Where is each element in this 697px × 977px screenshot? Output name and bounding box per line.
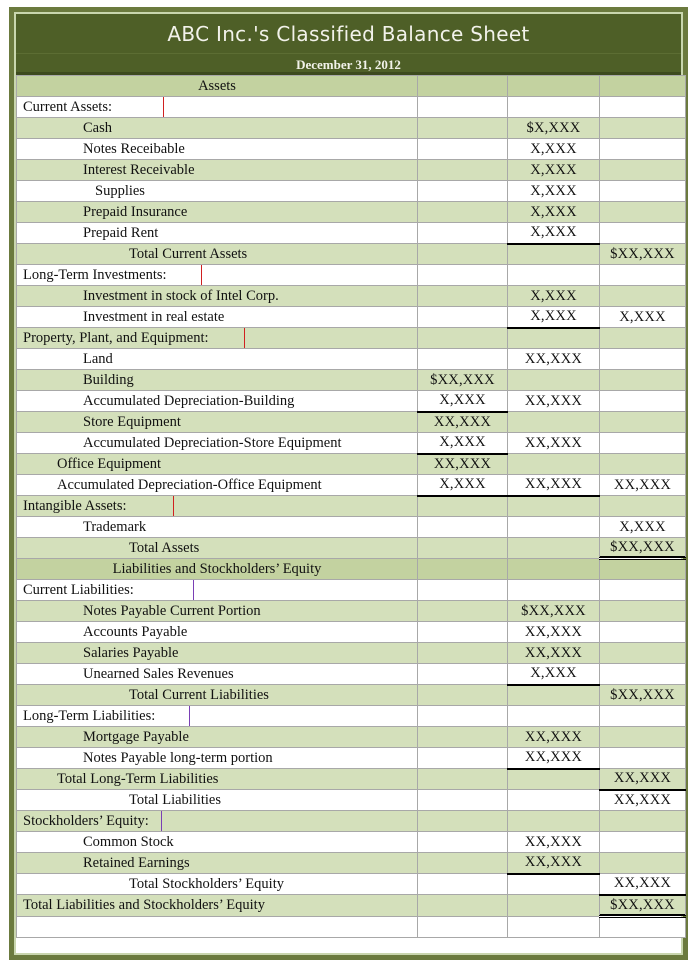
row-label-text: Stockholders’ Equity: (23, 812, 149, 829)
row-label-text: Total Long-Term Liabilities (57, 770, 219, 787)
row-label-text: Salaries Payable (83, 644, 179, 661)
table-row (17, 223, 686, 244)
amount-cell-col1 (418, 307, 508, 328)
amount-cell-col3 (600, 202, 686, 223)
row-item-label (17, 664, 418, 685)
amount-cell-col3 (600, 643, 686, 664)
row-label-text: Investment in real estate (83, 308, 225, 325)
amount-cell-col1 (418, 223, 508, 244)
amount-cell-col1: X,XXX (418, 475, 508, 496)
amount-cell-col2 (508, 265, 600, 286)
table-row (17, 748, 686, 769)
table-row (17, 475, 686, 496)
row-category-label (17, 265, 418, 286)
section-header-col3 (600, 76, 686, 97)
amount-cell-col2: X,XXX (508, 307, 600, 328)
row-total-label (17, 244, 418, 265)
table-row (17, 811, 686, 832)
row-item-label (17, 622, 418, 643)
amount-cell-col2: XX,XXX (508, 643, 600, 664)
table-row (17, 874, 686, 895)
section-header-row (17, 76, 686, 97)
amount-cell-col2: XX,XXX (508, 349, 600, 370)
section-header-col2 (508, 559, 600, 580)
row-label-text: Total Liabilities and Stockholders’ Equity (23, 896, 265, 913)
amount-cell-col3 (600, 223, 686, 244)
section-header-row (17, 559, 686, 580)
row-label-text: Prepaid Insurance (83, 203, 188, 220)
amount-cell-col3: XX,XXX (600, 874, 686, 895)
amount-cell-col1 (418, 622, 508, 643)
section-header-col2 (508, 76, 600, 97)
table-row (17, 328, 686, 349)
row-label-text: Long-Term Investments: (23, 266, 167, 283)
amount-cell-col2 (508, 517, 600, 538)
balance-sheet-inner (14, 12, 683, 955)
row-label-text: Common Stock (83, 833, 174, 850)
table-row (17, 685, 686, 706)
amount-cell-col1 (418, 727, 508, 748)
table-row (17, 601, 686, 622)
amount-cell-col1 (418, 538, 508, 559)
amount-cell-col1 (418, 769, 508, 790)
table-row (17, 622, 686, 643)
row-label-text: Long-Term Liabilities: (23, 707, 156, 724)
table-row (17, 160, 686, 181)
table-row (17, 664, 686, 685)
amount-cell-col3 (600, 853, 686, 874)
amount-cell-col3 (600, 601, 686, 622)
amount-cell-col2: X,XXX (508, 664, 600, 685)
amount-cell-col2 (508, 895, 600, 917)
row-label-text: Investment in stock of Intel Corp. (83, 287, 279, 304)
amount-cell-col2: X,XXX (508, 160, 600, 181)
amount-cell-col3: X,XXX (600, 517, 686, 538)
row-item-label (17, 370, 418, 391)
amount-cell-col3 (600, 622, 686, 643)
row-item-label (17, 223, 418, 244)
table-row (17, 517, 686, 538)
amount-cell-col2: XX,XXX (508, 853, 600, 874)
amount-cell-col3: XX,XXX (600, 769, 686, 790)
table-row (17, 307, 686, 328)
row-item-label (17, 349, 418, 370)
amount-cell-col1: X,XXX (418, 391, 508, 412)
amount-cell-col1 (418, 580, 508, 601)
table-row (17, 538, 686, 559)
amount-cell-col2: XX,XXX (508, 727, 600, 748)
row-category-label (17, 496, 418, 517)
row-label-text: Property, Plant, and Equipment: (23, 329, 209, 346)
amount-cell-col1 (418, 139, 508, 160)
amount-cell-col3 (600, 727, 686, 748)
row-category-label (17, 580, 418, 601)
table-row (17, 433, 686, 454)
table-row (17, 97, 686, 118)
row-total-label (17, 874, 418, 895)
balance-sheet-frame (9, 7, 688, 960)
amount-cell-col1 (418, 496, 508, 517)
amount-cell-col1 (418, 118, 508, 139)
amount-cell-col3 (600, 265, 686, 286)
row-label-text: Accumulated Depreciation-Store Equipment (83, 434, 342, 451)
amount-cell-col1 (418, 601, 508, 622)
amount-cell-col1 (418, 706, 508, 727)
row-item-label (17, 853, 418, 874)
row-label-text: Total Liabilities (129, 791, 222, 808)
amount-cell-col1 (418, 202, 508, 223)
amount-cell-col3 (600, 580, 686, 601)
amount-cell-col2 (508, 496, 600, 517)
amount-cell-col3 (600, 118, 686, 139)
amount-cell-col3 (600, 832, 686, 853)
amount-cell-col2 (508, 685, 600, 706)
row-item-label (17, 475, 418, 496)
row-item-label (17, 307, 418, 328)
amount-cell-col2 (508, 769, 600, 790)
row-item-label (17, 160, 418, 181)
section-header-col1 (418, 559, 508, 580)
amount-cell-col1 (418, 916, 508, 937)
section-header-col3 (600, 559, 686, 580)
table-row (17, 832, 686, 853)
amount-cell-col2: X,XXX (508, 223, 600, 244)
row-item-label (17, 391, 418, 412)
amount-cell-col3: X,XXX (600, 307, 686, 328)
amount-cell-col2: XX,XXX (508, 475, 600, 496)
page-title: ABC Inc.'s Classified Balance Sheet (16, 14, 681, 54)
row-total-label (17, 790, 418, 811)
row-label-text: Store Equipment (83, 413, 181, 430)
amount-cell-col1 (418, 853, 508, 874)
row-item-label (17, 727, 418, 748)
amount-cell-col1 (418, 790, 508, 811)
balance-sheet-date: December 31, 2012 (16, 54, 681, 75)
table-row (17, 202, 686, 223)
amount-cell-col1: XX,XXX (418, 454, 508, 475)
amount-cell-col3 (600, 433, 686, 454)
amount-cell-col1 (418, 685, 508, 706)
amount-cell-col1 (418, 895, 508, 917)
table-row (17, 139, 686, 160)
row-label-text: Accumulated Depreciation-Office Equipment (57, 476, 322, 493)
amount-cell-col3 (600, 139, 686, 160)
amount-cell-col1 (418, 244, 508, 265)
amount-cell-col1: X,XXX (418, 433, 508, 454)
table-row (17, 391, 686, 412)
amount-cell-col3 (600, 181, 686, 202)
amount-cell-col1 (418, 160, 508, 181)
table-row (17, 454, 686, 475)
amount-cell-col2 (508, 412, 600, 433)
row-label-text: Total Current Liabilities (129, 686, 269, 703)
amount-cell-col2 (508, 538, 600, 559)
amount-cell-col3: XX,XXX (600, 475, 686, 496)
table-row (17, 853, 686, 874)
amount-cell-col1: $XX,XXX (418, 370, 508, 391)
row-item-label (17, 139, 418, 160)
amount-cell-col2 (508, 706, 600, 727)
balance-sheet-body (17, 76, 686, 938)
amount-cell-col3 (600, 811, 686, 832)
row-label-text: Notes Payable Current Portion (83, 602, 261, 619)
amount-cell-col3 (600, 328, 686, 349)
row-total-label (17, 538, 418, 559)
amount-cell-col1 (418, 811, 508, 832)
row-category-label (17, 811, 418, 832)
amount-cell-col1 (418, 874, 508, 895)
amount-cell-col2: XX,XXX (508, 622, 600, 643)
amount-cell-col2 (508, 328, 600, 349)
amount-cell-col2: X,XXX (508, 139, 600, 160)
row-item-label (17, 286, 418, 307)
row-label-text: Notes Payable long-term portion (83, 749, 273, 766)
amount-cell-col3 (600, 391, 686, 412)
table-row (17, 580, 686, 601)
amount-cell-col1 (418, 265, 508, 286)
table-row (17, 286, 686, 307)
row-label-text: Accumulated Depreciation-Building (83, 392, 295, 409)
row-category-label (17, 328, 418, 349)
row-item-label (17, 643, 418, 664)
amount-cell-col1 (418, 349, 508, 370)
row-label-text: Supplies (95, 182, 145, 199)
row-label-text: Prepaid Rent (83, 224, 159, 241)
amount-cell-col2 (508, 874, 600, 895)
row-label-text: Accounts Payable (83, 623, 188, 640)
row-label-text: Intangible Assets: (23, 497, 127, 514)
row-label-text: Total Stockholders’ Equity (129, 875, 284, 892)
table-row (17, 349, 686, 370)
amount-cell-col2 (508, 370, 600, 391)
row-item-label (17, 181, 418, 202)
section-header-label: Liabilities and Stockholders’ Equity (17, 559, 418, 580)
table-row (17, 895, 686, 917)
row-label-text: Interest Receivable (83, 161, 195, 178)
row-label-text: Unearned Sales Revenues (83, 665, 234, 682)
section-header-col1 (418, 76, 508, 97)
amount-cell-col3 (600, 97, 686, 118)
table-row (17, 244, 686, 265)
amount-cell-col3: $XX,XXX (600, 685, 686, 706)
amount-cell-col1 (418, 328, 508, 349)
row-item-label (17, 916, 418, 937)
row-label-text: Current Liabilities: (23, 581, 134, 598)
balance-sheet-table (16, 75, 686, 938)
amount-cell-col2: XX,XXX (508, 433, 600, 454)
amount-cell-col3 (600, 412, 686, 433)
row-item-label (17, 118, 418, 139)
amount-cell-col2: XX,XXX (508, 832, 600, 853)
amount-cell-col3: $XX,XXX (600, 538, 686, 559)
row-label-text: Building (83, 371, 134, 388)
amount-cell-col3 (600, 286, 686, 307)
table-row (17, 916, 686, 937)
amount-cell-col1: XX,XXX (418, 412, 508, 433)
amount-cell-col1 (418, 748, 508, 769)
row-item-label (17, 832, 418, 853)
amount-cell-col3 (600, 916, 686, 937)
amount-cell-col3 (600, 748, 686, 769)
row-item-label (17, 517, 418, 538)
amount-cell-col2: X,XXX (508, 202, 600, 223)
row-total-label (17, 685, 418, 706)
table-row (17, 265, 686, 286)
row-label-text: Office Equipment (57, 455, 162, 472)
amount-cell-col2: XX,XXX (508, 748, 600, 769)
table-row (17, 706, 686, 727)
amount-cell-col2 (508, 916, 600, 937)
amount-cell-col2 (508, 97, 600, 118)
row-total-label (17, 895, 418, 917)
table-row (17, 370, 686, 391)
amount-cell-col3: $XX,XXX (600, 895, 686, 917)
row-category-label (17, 706, 418, 727)
amount-cell-col2 (508, 790, 600, 811)
row-item-label (17, 202, 418, 223)
amount-cell-col3 (600, 496, 686, 517)
amount-cell-col3 (600, 706, 686, 727)
amount-cell-col1 (418, 517, 508, 538)
row-label-text: Cash (83, 119, 112, 136)
table-row (17, 118, 686, 139)
amount-cell-col2: X,XXX (508, 181, 600, 202)
amount-cell-col3 (600, 349, 686, 370)
amount-cell-col1 (418, 97, 508, 118)
amount-cell-col3 (600, 160, 686, 181)
amount-cell-col3 (600, 454, 686, 475)
row-label-text: Notes Receibable (83, 140, 185, 157)
amount-cell-col2: X,XXX (508, 286, 600, 307)
amount-cell-col3 (600, 664, 686, 685)
row-label-text: Current Assets: (23, 98, 113, 115)
amount-cell-col3: $XX,XXX (600, 244, 686, 265)
amount-cell-col2 (508, 811, 600, 832)
table-row (17, 769, 686, 790)
amount-cell-col2: $X,XXX (508, 118, 600, 139)
table-row (17, 643, 686, 664)
table-row (17, 181, 686, 202)
row-item-label (17, 412, 418, 433)
row-item-label (17, 748, 418, 769)
row-label-text: Mortgage Payable (83, 728, 189, 745)
row-category-label (17, 97, 418, 118)
amount-cell-col2: XX,XXX (508, 391, 600, 412)
row-total-label (17, 769, 418, 790)
table-row (17, 496, 686, 517)
amount-cell-col2 (508, 580, 600, 601)
section-header-label: Assets (17, 76, 418, 97)
amount-cell-col3 (600, 370, 686, 391)
amount-cell-col3: XX,XXX (600, 790, 686, 811)
amount-cell-col1 (418, 664, 508, 685)
amount-cell-col2 (508, 454, 600, 475)
row-item-label (17, 433, 418, 454)
row-item-label (17, 601, 418, 622)
amount-cell-col1 (418, 643, 508, 664)
table-row (17, 727, 686, 748)
amount-cell-col1 (418, 832, 508, 853)
row-label-text: Retained Earnings (83, 854, 190, 871)
row-label-text: Trademark (83, 518, 147, 535)
row-label-text: Land (83, 350, 113, 367)
row-label-text: Total Current Assets (129, 245, 248, 262)
row-label-text: Total Assets (129, 539, 200, 556)
table-row (17, 790, 686, 811)
row-item-label (17, 454, 418, 475)
table-row (17, 412, 686, 433)
amount-cell-col1 (418, 181, 508, 202)
amount-cell-col2: $XX,XXX (508, 601, 600, 622)
amount-cell-col1 (418, 286, 508, 307)
amount-cell-col2 (508, 244, 600, 265)
